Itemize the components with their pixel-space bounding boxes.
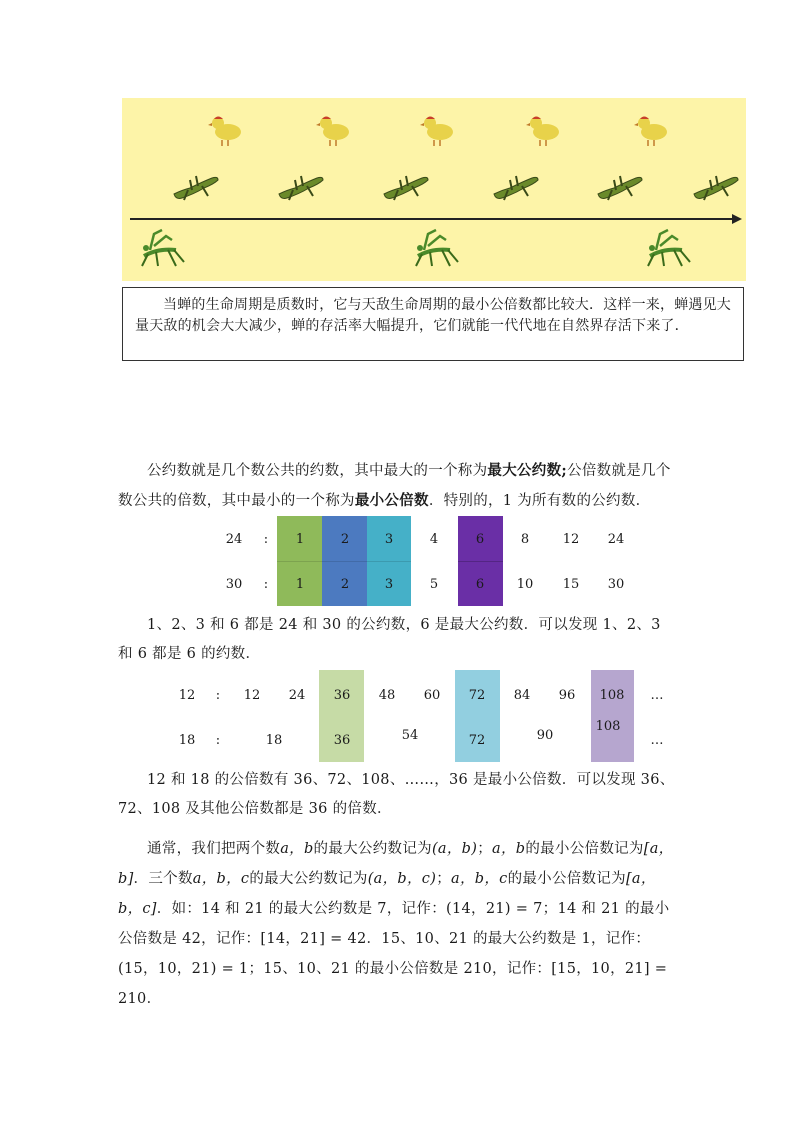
multiple-cell: 24 [288, 688, 306, 703]
bird-icon [208, 110, 248, 150]
row-label-30: 30 [225, 577, 243, 592]
divisor-cell: 6 [475, 532, 485, 547]
example-lcm-14-21: [14，21] = 42 [260, 931, 367, 947]
divisor-cell: 15 [562, 577, 580, 592]
notation-text: ；15、10、21 的最小公倍数是 210，记作： [248, 961, 552, 977]
bird-icon [634, 110, 674, 150]
notation-text: 的最大公约数记为 [313, 841, 432, 857]
divisor-cell: 6 [475, 577, 485, 592]
notation-text: ．三个数 [133, 871, 193, 887]
row-colon: : [215, 733, 221, 748]
multiples-explanation: 12 和 18 的公倍数有 36、72、108、……，36 是最小公倍数．可以发现 36、72、108 及其他公倍数都是 36 的倍数． [118, 772, 675, 817]
divisor-explanation: 1、2、3 和 6 都是 24 和 30 的公约数，6 是最大公约数．可以发现 1、2、3 和 6 都是 6 的约数． [118, 617, 661, 662]
multiple-cell: 60 [423, 688, 441, 703]
divisor-cell: 30 [607, 577, 625, 592]
timeline-arrow [130, 218, 738, 220]
multiple-cell: 48 [378, 688, 396, 703]
example-lcm-15-10-21: [15，10，21] = 210 [118, 961, 668, 1007]
mantis-icon [410, 226, 462, 268]
bird-icon [526, 110, 566, 150]
lizard-icon [172, 170, 220, 206]
divisor-divider [458, 561, 503, 562]
common-multiple-108-block [591, 670, 634, 762]
lizard-icon [382, 170, 430, 206]
divisor-cell: 3 [384, 532, 394, 547]
def-text-3: ．特别的，1 为所有数的公约数． [428, 493, 651, 509]
divisor-cell: 24 [607, 532, 625, 547]
multiple-cell: 84 [513, 688, 531, 703]
math-abc: a，b，c [451, 871, 508, 887]
multiple-cell: 18 [265, 733, 283, 748]
notation-text: 的最大公约数记为 [249, 871, 368, 887]
math-gcd-ab: (a，b) [431, 841, 478, 857]
bird-icon [420, 110, 460, 150]
notation-text: ．15、10、21 的最大公约数是 1，记作： [366, 931, 651, 947]
divisor-divider [277, 561, 411, 562]
multiple-cell: 36 [333, 688, 351, 703]
multiple-cell: 72 [468, 688, 486, 703]
math-ab: a，b [280, 841, 314, 857]
divisor-cell: 3 [384, 577, 394, 592]
multiple-cell: 108 [595, 719, 621, 734]
lizard-icon [692, 170, 740, 206]
row-colon: : [263, 532, 269, 547]
divisor-cell: 8 [520, 532, 530, 547]
divisor-cell: 5 [429, 577, 439, 592]
caption-text: 当蝉的生命周期是质数时，它与天敌生命周期的最小公倍数都比较大．这样一来，蝉遇见大量天敌的机会大大减少，蝉的存活率大幅提升，它们就能一代代地在自然界存活下来了． [135, 297, 731, 334]
divisor-cell: 10 [516, 577, 534, 592]
notation-paragraph: 通常，我们把两个数a，b的最大公约数记为(a，b)；a，b的最小公倍数记为[a，b]．三个数a，b，c的最大公约数记为(a，b，c)；a，b，c的最小公倍数记为[a，b，c]．如：14 和 21 的最大公约数是 7，记作：(14，21) = 7；14 和 21 的最小公倍数是 42，记作：[14，21] = 42．15、10、21 的最大公约数是 1，记作：(15，10，21) = 1；15、10、21 的最小公倍数是 210，记作：[15，10，21] = 210． [118, 841, 674, 1007]
math-gcd-abc: (a，b，c) [367, 871, 437, 887]
lizard-icon [596, 170, 644, 206]
divisor-cell: 1 [295, 532, 305, 547]
divisor-cell: 2 [340, 532, 350, 547]
notation-text: ．如：14 和 21 的最大公约数是 7，记作： [156, 901, 447, 917]
row-label-18: 18 [178, 733, 196, 748]
ellipsis: … [650, 688, 664, 703]
multiple-cell: 54 [401, 728, 419, 743]
multiple-cell: 90 [536, 728, 554, 743]
notation-text: 的最小公倍数记为 [507, 871, 626, 887]
example-gcd-15-10-21: (15，10，21) = 1 [118, 961, 249, 977]
lizard-icon [492, 170, 540, 206]
example-gcd-14-21: (14，21) = 7 [446, 901, 543, 917]
multiple-cell: 72 [468, 733, 486, 748]
arrow-head-icon [732, 214, 742, 224]
bird-icon [316, 110, 356, 150]
def-text-1: 公约数就是几个数公共的约数，其中最大的一个称为 [147, 463, 488, 479]
multiple-cell: 12 [243, 688, 261, 703]
def-text-2: 公倍数就是几个数公共的倍数，其中最小的一个称为 [118, 463, 671, 509]
divisor-cell: 2 [340, 577, 350, 592]
notation-text: 通常，我们把两个数 [147, 841, 281, 857]
mantis-icon [642, 226, 694, 268]
notation-text: 的最小公倍数记为 [525, 841, 644, 857]
row-label-12: 12 [178, 688, 196, 703]
definition-paragraph [118, 456, 678, 516]
math-ab: a，b [492, 841, 526, 857]
term-gcd: 最大公约数; [487, 462, 568, 479]
row-colon: : [263, 577, 269, 592]
mantis-icon [136, 226, 188, 268]
math-lcm-ab: [a，b] [118, 841, 674, 887]
multiple-cell: 96 [558, 688, 576, 703]
term-lcm: 最小公倍数 [354, 492, 429, 509]
multiple-cell: 36 [333, 733, 351, 748]
divisor-cell: 12 [562, 532, 580, 547]
lizard-icon [277, 170, 325, 206]
divisor-cell: 4 [429, 532, 439, 547]
math-lcm-abc: [a，b，c] [118, 871, 656, 917]
notation-text: ；14 和 21 的最小公倍数是 42，记作： [118, 901, 670, 947]
cicada-illustration [122, 98, 746, 281]
multiple-cell: 108 [599, 688, 625, 703]
divisor-cell: 1 [295, 577, 305, 592]
ellipsis: … [650, 733, 664, 748]
row-label-24: 24 [225, 532, 243, 547]
row-colon: : [215, 688, 221, 703]
math-abc: a，b，c [192, 871, 250, 887]
notation-text: ． [146, 991, 162, 1007]
caption-box [122, 287, 744, 361]
